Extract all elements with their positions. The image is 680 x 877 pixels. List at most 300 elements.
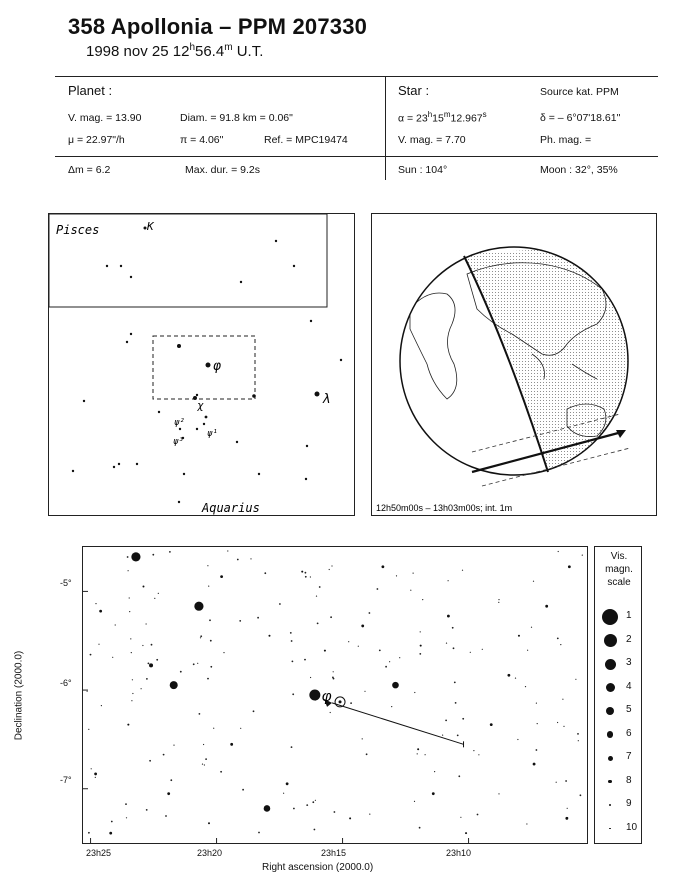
finder-star (340, 359, 342, 361)
faint-star (132, 693, 133, 694)
max-duration: Max. dur. = 9.2s (185, 164, 260, 176)
scale-level: 8 (626, 774, 632, 786)
faint-star (515, 678, 516, 679)
faint-star (146, 809, 148, 811)
faint-star (563, 726, 564, 727)
chart-star (420, 645, 422, 647)
faint-star (253, 710, 255, 712)
chart-star (392, 682, 399, 689)
faint-star (462, 570, 463, 571)
planet-motion: μ = 22.97"/h (68, 134, 125, 146)
faint-star (115, 624, 116, 625)
faint-star (250, 558, 251, 559)
finder-star (136, 463, 138, 465)
chart-star (149, 663, 153, 667)
sun-elongation: Sun : 104° (398, 164, 448, 176)
star-ra-seconds: 12.967 (450, 112, 483, 125)
faint-star (220, 771, 222, 773)
star-ra-s-unit: s (482, 110, 487, 119)
faint-star (399, 657, 400, 658)
scale-dot (608, 756, 613, 761)
faint-star (305, 572, 307, 574)
scale-row (595, 725, 643, 745)
chi-label: χ (197, 399, 204, 412)
chart-star (490, 723, 493, 726)
asteroid-position-dot (339, 700, 342, 703)
y-axis-label: Declination (2000.0) (13, 650, 25, 741)
faint-star (209, 619, 211, 621)
faint-star (425, 754, 426, 755)
faint-star (453, 647, 455, 649)
faint-star (239, 620, 241, 622)
scale-row (595, 795, 643, 815)
finder-star (130, 276, 132, 278)
faint-star (319, 586, 321, 588)
scale-level: 2 (626, 633, 632, 645)
faint-star (101, 705, 102, 706)
faint-star (142, 645, 143, 646)
faint-star (330, 616, 332, 618)
chart-star (432, 792, 435, 795)
faint-star (257, 617, 259, 619)
scale-row (595, 701, 643, 721)
finder-star (252, 394, 256, 398)
faint-star (557, 722, 558, 723)
finder-star (118, 463, 120, 465)
faint-star (556, 782, 557, 783)
faint-star (193, 663, 195, 665)
psi3-label: ψ³ (173, 437, 184, 447)
faint-star (537, 723, 538, 724)
xtick-label: 23h20 (197, 848, 223, 858)
planet-parallax: π = 4.06" (180, 134, 224, 146)
date-hour-unit: h (189, 42, 195, 53)
aquarius-label: Aquarius (202, 501, 260, 515)
faint-star (237, 559, 239, 561)
faint-star (242, 789, 244, 791)
faint-star (536, 749, 538, 751)
faint-star (498, 602, 499, 603)
xtick-label: 23h10 (446, 848, 472, 858)
faint-star (575, 679, 576, 680)
faint-star (410, 590, 411, 591)
faint-star (205, 758, 207, 760)
star-source: Source kat. PPM (540, 86, 619, 98)
faint-star (331, 565, 332, 566)
faint-star (207, 678, 209, 680)
star-chart-panel (82, 546, 588, 844)
finder-star (183, 473, 185, 475)
faint-star (131, 652, 132, 653)
finder-star (293, 265, 295, 267)
faint-star (577, 733, 579, 735)
faint-star (364, 691, 365, 692)
date-text: 1998 nov 25 12 (86, 43, 190, 60)
globe-caption: 12h50m00s – 13h03m00s; int. 1m (376, 503, 513, 513)
faint-star (330, 712, 331, 713)
faint-star (90, 654, 92, 656)
chart-star (220, 575, 223, 578)
faint-star (310, 677, 311, 678)
faint-star (533, 581, 534, 582)
chart-star (568, 565, 571, 568)
chart-star (417, 748, 419, 750)
faint-star (126, 817, 127, 818)
star-ra-hours: α = 23 (398, 112, 428, 125)
ytick-label: -6° (60, 678, 72, 688)
faint-star (132, 679, 133, 680)
finder-star (305, 478, 307, 480)
scale-dot (605, 659, 616, 670)
scale-level: 1 (626, 610, 632, 621)
faint-star (129, 597, 130, 598)
star-phmag: Ph. mag. = (540, 134, 592, 146)
scale-row (595, 654, 643, 674)
faint-star (478, 754, 479, 755)
faint-star (434, 771, 435, 772)
faint-star (536, 703, 537, 704)
star-chart-svg (83, 547, 587, 843)
faint-star (151, 644, 153, 646)
summary-divider (55, 156, 658, 157)
scale-level: 3 (626, 657, 632, 668)
faint-star (333, 671, 334, 672)
scale-dot (609, 828, 611, 830)
faint-star (460, 817, 461, 818)
globe-svg (372, 214, 656, 515)
faint-star (582, 555, 583, 556)
faint-star (154, 598, 155, 599)
faint-star (422, 599, 423, 600)
planet-star-divider (385, 76, 386, 180)
chart-star (94, 773, 97, 776)
faint-star (165, 815, 167, 817)
chart-star (518, 635, 520, 637)
finder-star (236, 441, 238, 443)
faint-star (207, 565, 208, 566)
faint-star (98, 644, 99, 645)
finder-star (72, 470, 74, 472)
chart-star (194, 602, 203, 611)
faint-star (526, 823, 527, 824)
faint-star (95, 777, 96, 778)
chart-star (545, 605, 548, 608)
faint-star (213, 728, 214, 729)
chart-star (381, 565, 384, 568)
magnitude-scale (594, 546, 642, 844)
faint-star (369, 612, 371, 614)
faint-star (525, 686, 526, 687)
chart-star (167, 792, 170, 795)
faint-star (130, 638, 131, 639)
faint-star (170, 779, 172, 781)
scale-dot (606, 707, 614, 715)
faint-star (517, 739, 518, 740)
chart-star (324, 650, 326, 652)
faint-star (291, 640, 293, 642)
faint-star (473, 750, 474, 751)
faint-star (152, 554, 154, 556)
finder-star (275, 240, 277, 242)
chart-star (99, 610, 102, 613)
finder-star (178, 501, 180, 503)
faint-star (498, 599, 499, 600)
faint-star (180, 671, 182, 673)
finder-star (205, 416, 208, 419)
scale-heading-magn: magn. (605, 564, 633, 575)
faint-star (91, 768, 92, 769)
faint-star (419, 827, 421, 829)
faint-star (362, 738, 363, 739)
scale-level: 7 (626, 751, 632, 762)
faint-star (111, 821, 113, 823)
finder-chart-svg (49, 214, 354, 515)
chart-star (230, 743, 233, 746)
finder-star (179, 428, 181, 430)
scale-heading-scale: scale (607, 577, 631, 588)
chart-star (349, 817, 351, 819)
faint-star (310, 576, 311, 577)
star-heading: Star : (398, 83, 430, 98)
scale-level: 9 (626, 798, 632, 809)
faint-star (149, 760, 151, 762)
faint-star (200, 635, 202, 637)
scale-row (595, 772, 643, 792)
chart-star (109, 832, 112, 835)
star-vmag: V. mag. = 7.70 (398, 134, 466, 146)
faint-star (358, 646, 359, 647)
faint-star (379, 650, 381, 652)
faint-star (283, 793, 284, 794)
psi1-label: ψ¹ (207, 429, 218, 439)
faint-star (452, 627, 454, 629)
faint-star (558, 551, 559, 552)
x-axis-label: Right ascension (2000.0) (262, 862, 374, 873)
faint-star (462, 718, 464, 720)
faint-star (240, 728, 241, 729)
faint-star (173, 745, 174, 746)
finder-star (258, 473, 260, 475)
faint-star (202, 764, 203, 765)
faint-star (128, 570, 129, 571)
chart-star (208, 822, 210, 824)
finder-star (306, 445, 308, 447)
faint-star (498, 793, 499, 794)
page-title: 358 Apollonia – PPM 207330 (68, 14, 368, 39)
faint-star (306, 804, 308, 806)
faint-star (317, 623, 319, 625)
pisces-label: Pisces (56, 223, 100, 237)
scale-level: 10 (626, 821, 638, 833)
faint-star (333, 678, 335, 680)
faint-star (446, 643, 447, 644)
finder-star (310, 320, 312, 322)
date-timezone: U.T. (232, 43, 264, 60)
finder-chart-panel (48, 213, 355, 516)
chart-star (565, 817, 568, 820)
faint-star (442, 735, 443, 736)
chart-star (268, 635, 270, 637)
faint-star (88, 832, 90, 834)
faint-star (279, 603, 281, 605)
faint-star (470, 652, 471, 653)
faint-star (334, 811, 336, 813)
scale-dot (604, 634, 617, 647)
faint-star (258, 832, 260, 834)
faint-star (396, 575, 397, 576)
scale-heading-vis: Vis. (610, 551, 628, 562)
faint-star (200, 637, 201, 638)
scale-dot (606, 683, 615, 692)
moon-info: Moon : 32°, 35% (540, 164, 618, 176)
faint-star (315, 800, 316, 801)
faint-star (391, 706, 392, 707)
faint-star (197, 663, 198, 664)
ytick-label: -5° (60, 578, 72, 588)
faint-star (445, 720, 447, 722)
faint-star (578, 740, 579, 741)
star-declination: δ = – 6°07'18.61" (540, 112, 621, 124)
chart-star (264, 805, 271, 812)
faint-star (420, 631, 421, 632)
globe-panel (371, 213, 657, 516)
finder-star (113, 466, 115, 468)
finder-star (130, 333, 132, 335)
target-star-label: φ (321, 688, 332, 705)
faint-star (377, 588, 379, 590)
delta-magnitude: Δm = 6.2 (68, 164, 111, 176)
star-ra-minutes: 15 (432, 112, 444, 125)
finder-star (120, 265, 122, 267)
planet-heading: Planet : (68, 83, 113, 98)
faint-star (454, 682, 456, 684)
faint-star (146, 623, 147, 624)
faint-star (562, 699, 563, 700)
faint-star (158, 593, 159, 594)
scale-level: 4 (626, 680, 632, 692)
star-ra-m-unit: m (443, 110, 451, 119)
faint-star (477, 814, 479, 816)
faint-star (455, 702, 457, 704)
faint-star (112, 657, 113, 658)
faint-star (419, 653, 421, 655)
faint-star (389, 661, 390, 662)
finder-star (83, 400, 85, 402)
faint-star (350, 702, 352, 704)
faint-star (369, 814, 370, 815)
finder-star (203, 423, 205, 425)
phi-label: φ (213, 359, 221, 374)
star-right-ascension (398, 110, 487, 125)
scale-dot (607, 731, 614, 738)
header-divider (55, 76, 658, 77)
scale-level: 6 (626, 727, 632, 739)
faint-star (448, 580, 449, 581)
scale-level: 5 (626, 704, 632, 715)
finder-stars (72, 227, 342, 504)
faint-star (567, 808, 568, 809)
chart-star (465, 832, 467, 834)
chart-star (447, 615, 450, 618)
faint-star (316, 596, 317, 597)
faint-star (163, 754, 165, 756)
xtick-label: 23h25 (86, 848, 112, 858)
finder-star (196, 428, 198, 430)
faint-star (531, 627, 532, 628)
faint-star (413, 573, 414, 574)
finder-star (240, 281, 242, 283)
chart-star (507, 674, 510, 677)
scale-row (595, 607, 643, 627)
chart-star (533, 763, 536, 766)
finder-star (126, 341, 128, 343)
chart-star (361, 625, 364, 628)
faint-star (223, 652, 224, 653)
faint-star (304, 659, 306, 661)
faint-star (204, 764, 205, 765)
planet-vmag: V. mag. = 13.90 (68, 112, 142, 124)
date-minute-unit: m (224, 42, 233, 53)
faint-star (417, 753, 418, 754)
scale-row (595, 748, 643, 768)
scale-dot (609, 804, 612, 807)
chart-star (309, 690, 320, 701)
chart-star (127, 724, 129, 726)
faint-star (95, 603, 96, 604)
star-ra-h-unit: h (427, 110, 433, 119)
faint-star (290, 632, 292, 634)
faint-star (210, 640, 212, 642)
faint-star (292, 693, 294, 695)
faint-star (457, 735, 459, 737)
psi2-label: ψ² (174, 418, 185, 428)
ytick-label: -7° (60, 775, 72, 785)
faint-star (156, 659, 158, 661)
faint-star (127, 556, 129, 558)
faint-star (125, 803, 127, 805)
faint-star (210, 666, 212, 668)
faint-star (580, 794, 582, 796)
faint-star (557, 638, 559, 640)
faint-star (148, 663, 150, 665)
finder-star (196, 394, 198, 396)
faint-star (305, 576, 307, 578)
faint-star (414, 692, 415, 693)
faint-star (129, 611, 130, 612)
date-minutes: 56.4 (195, 43, 225, 60)
scale-row (595, 819, 643, 839)
finder-star (106, 265, 108, 267)
lambda-star (315, 392, 320, 397)
lambda-label: λ (322, 392, 330, 407)
faint-star (565, 780, 567, 782)
faint-star (291, 746, 293, 748)
faint-star (366, 753, 368, 755)
phi-star (206, 363, 211, 368)
faint-star (227, 550, 228, 551)
kappa-label: K (147, 220, 154, 233)
faint-star (314, 829, 316, 831)
faint-star (329, 569, 330, 570)
faint-star (141, 688, 142, 689)
faint-star (264, 572, 266, 574)
field-box (153, 336, 255, 399)
scale-row (595, 678, 643, 698)
scale-dot (608, 780, 612, 784)
faint-star (292, 661, 294, 663)
faint-star (169, 551, 171, 553)
faint-star (208, 586, 209, 587)
